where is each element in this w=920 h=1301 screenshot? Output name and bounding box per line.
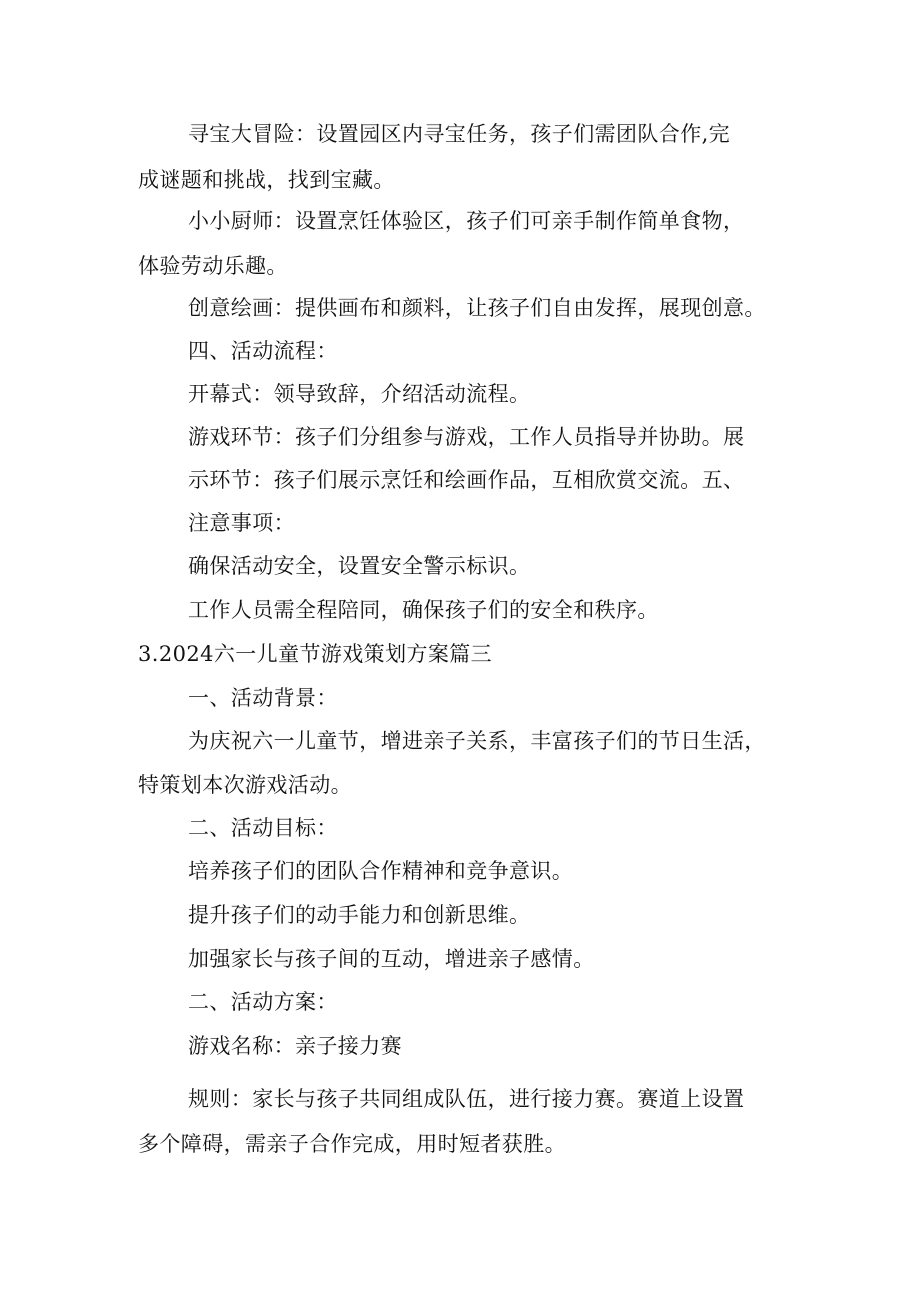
paragraph-game-session-line-2: 示环节：孩子们展示烹饪和绘画作品，互相欣赏交流。五、 [188,468,745,492]
paragraph-little-chef-line-1: 小小厨师：设置烹饪体验区，孩子们可亲手制作简单食物， [188,209,745,233]
paragraph-background-line-1: 为庆祝六一儿童节，增进亲子关系，丰富孩子们的节日生活， [188,729,766,753]
heading-goals: 二、活动目标： [188,816,338,840]
paragraph-treasure-hunt-line-2: 成谜题和挑战，找到宝藏。 [138,168,395,192]
paragraph-little-chef-line-2: 体验劳动乐趣。 [138,254,288,278]
paragraph-background-line-2: 特策划本次游戏活动。 [138,773,352,797]
paragraph-goal-handson: 提升孩子们的动手能力和创新思维。 [188,903,531,927]
section-title-plan-three: 3.2024六一儿童节游戏策划方案篇三 [138,642,493,666]
paragraph-opening: 开幕式：领导致辞，介绍活动流程。 [188,382,531,406]
paragraph-staff: 工作人员需全程陪同，确保孩子们的安全和秩序。 [188,598,659,622]
heading-activity-flow: 四、活动流程： [188,339,338,363]
heading-plan: 二、活动方案： [188,990,338,1014]
heading-notes: 注意事项： [188,511,295,535]
paragraph-rules-line-1: 规则：家长与孩子共同组成队伍，进行接力赛。赛道上设置 [188,1087,745,1111]
heading-background: 一、活动背景： [188,686,338,710]
paragraph-safety: 确保活动安全，设置安全警示标识。 [188,554,531,578]
paragraph-rules-line-2: 多个障碍，需亲子合作完成，用时短者获胜。 [138,1132,566,1156]
paragraph-game-name: 游戏名称：亲子接力赛 [188,1034,402,1058]
paragraph-game-session-line-1: 游戏环节：孩子们分组参与游戏，工作人员指导并协助。展 [188,425,745,449]
paragraph-creative-painting: 创意绘画：提供画布和颜料，让孩子们自由发挥，展现创意。 [188,296,766,320]
paragraph-treasure-hunt-line-1: 寻宝大冒险：设置园区内寻宝任务，孩子们需团队合作,完 [188,122,731,146]
paragraph-goal-teamwork: 培养孩子们的团队合作精神和竞争意识。 [188,859,574,883]
paragraph-goal-interaction: 加强家长与孩子间的互动，增进亲子感情。 [188,947,595,971]
